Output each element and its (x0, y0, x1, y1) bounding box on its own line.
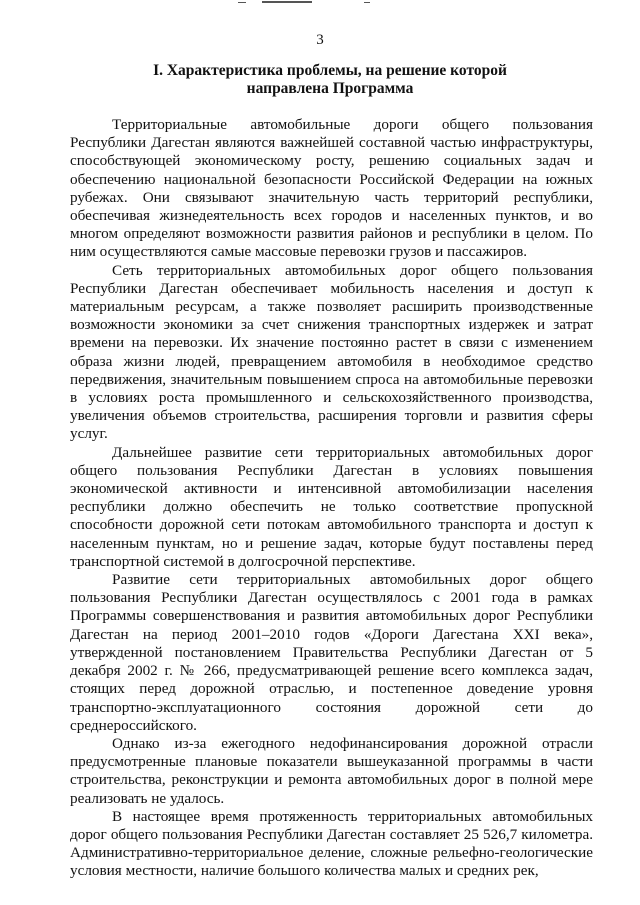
section-heading: I. Характеристика проблемы, на решение которой направлена Программа (153, 62, 507, 97)
scan-artifact-top-center (262, 1, 312, 3)
page-number: 3 (316, 32, 324, 48)
scan-artifact-top-right (364, 2, 370, 3)
paragraph: Однако из-за ежегодного недофинансирования дорожной отрасли предусмотренные плановые показатели вышеуказанной программы в части строительства, реконструкции и ремонта автомобильных дорог в полной мере реализовать не удалось. (70, 734, 593, 807)
paragraph: Сеть территориальных автомобильных дорог общего пользования Республики Дагестан обеспечивает мобильность населения и доступ к материальным ресурсам, а также позволяет расширить производственные возможности экономики за счет снижения транспортных издержек и затрат времени на перевозки. Их значение постоянно растет в связи с изменением образа жизни людей, превращением автомобиля в необходимое средство передвижения, значительным повышением спроса на автомобильные перевозки в условиях роста промышленного и сельскохозяйственного производства, увеличения объемов строительства, расширения торговли и развития сферы услуг. (70, 261, 593, 443)
paragraph: В настоящее время протяженность территориальных автомобильных дорог общего пользования Республики Дагестан составляет 25 526,7 километра. Административно-территориальное деление, сложные рельефно-геологические условия местности, наличие большого количества малых и средних рек, (70, 807, 593, 880)
document-body (70, 116, 593, 881)
scan-artifact-top-left (238, 2, 246, 3)
paragraph: Территориальные автомобильные дороги общего пользования Республики Дагестан являются важнейшей составной частью инфраструктуры, способствующей экономическому росту, решению социальных задач и обеспечению национальной безопасности Российской Федерации на южных рубежах. Они связывают значительную часть территорий республики, обеспечивая жизнедеятельность всех городов и населенных пунктов, и во многом определяют возможности развития районов и республики в целом. По ним осуществляются самые массовые перевозки грузов и пассажиров. (70, 116, 593, 261)
paragraph: Развитие сети территориальных автомобильных дорог общего пользования Республики Дагестан осуществлялось с 2001 года в рамках Программы совершенствования и развития автомобильных дорог Республики Дагестан на период 2001–2010 годов «Дороги Дагестана XXI века», утвержденной постановлением Правительства Республики Дагестан от 5 декабря 2002 г. № 266, предусматривающей решение всего комплекса задач, стоящих перед дорожной отраслью, и постепенное доведение уровня транспортно-эксплуатационного состояния дорожной сети до среднероссийского. (70, 571, 593, 734)
paragraph: Дальнейшее развитие сети территориальных автомобильных дорог общего пользования Республики Дагестан в условиях повышения экономической активности и интенсивной автомобилизации населения республики должно обеспечить не только соответствие пропускной способности дорожной сети потокам автомобильного транспорта и доступ к населенным пунктам, но и решение задач, которые будут поставлены перед транспортной системой в долгосрочной перспективе. (70, 443, 593, 570)
